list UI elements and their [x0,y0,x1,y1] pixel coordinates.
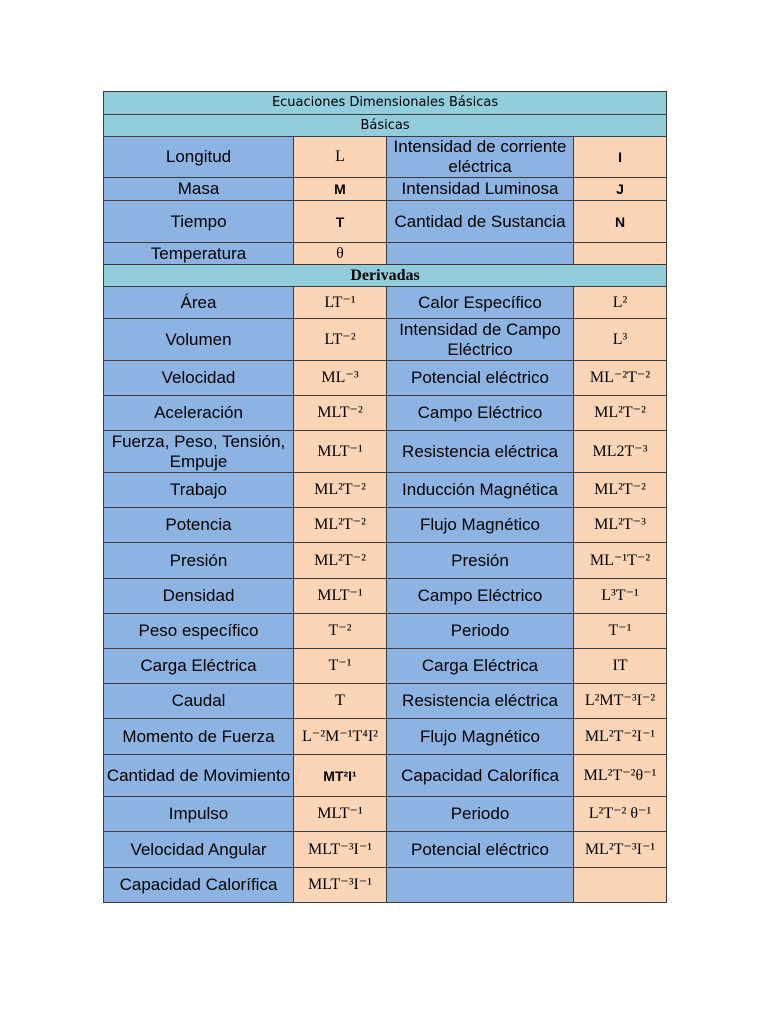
quantity-name [387,868,574,903]
quantity-name: Resistencia eléctrica [387,431,574,473]
table-row [104,396,667,431]
dimension-symbol: MLT⁻² [294,396,387,431]
quantity-name: Volumen [104,319,294,361]
dimension-symbol: T⁻² [294,614,387,649]
dimension-symbol: ML²T⁻³I⁻¹ [574,832,667,868]
dimension-symbol: ML²T⁻²θ⁻¹ [574,755,667,797]
table-row [104,473,667,508]
derived-heading-row [104,265,667,287]
quantity-name: Trabajo [104,473,294,508]
quantity-name [387,243,574,265]
quantity-name: Campo Eléctrico [387,579,574,614]
quantity-name: Cantidad de Sustancia [387,201,574,243]
quantity-name: Aceleración [104,396,294,431]
quantity-name: Impulso [104,797,294,832]
dimension-symbol: ML²T⁻³ [574,508,667,543]
dimension-symbol: MLT⁻³I⁻¹ [294,832,387,868]
quantity-name: Periodo [387,614,574,649]
dimension-symbol: MLT⁻¹ [294,431,387,473]
quantity-name: Inducción Magnética [387,473,574,508]
quantity-name: Tiempo [104,201,294,243]
table-row [104,684,667,719]
table-row [104,178,667,201]
table-row [104,319,667,361]
quantity-name: Calor Específico [387,287,574,319]
quantity-name: Área [104,287,294,319]
dimension-symbol: T [294,684,387,719]
quantity-name: Momento de Fuerza [104,719,294,755]
quantity-name: Flujo Magnético [387,508,574,543]
table-row [104,832,667,868]
dimension-symbol: J [574,178,667,201]
table-row [104,614,667,649]
quantity-name: Fuerza, Peso, Tensión, Empuje [104,431,294,473]
dimension-symbol: L [294,137,387,178]
quantity-name: Carga Eléctrica [387,649,574,684]
table-row [104,287,667,319]
quantity-name: Masa [104,178,294,201]
dimension-symbol: L⁻²M⁻¹T⁴I² [294,719,387,755]
dimension-symbol: MLT⁻¹ [294,579,387,614]
dimension-symbol: ML²T⁻² [574,473,667,508]
quantity-name: Potencial eléctrico [387,832,574,868]
dimension-symbol: I [574,137,667,178]
basic-heading-row [104,115,667,137]
quantity-name: Longitud [104,137,294,178]
quantity-name: Resistencia eléctrica [387,684,574,719]
dimension-symbol: LT⁻¹ [294,287,387,319]
dimension-symbol: ML⁻²T⁻² [574,361,667,396]
dimension-symbol: L³ [574,319,667,361]
table-row [104,243,667,265]
dimension-symbol [574,868,667,903]
quantity-name: Potencia [104,508,294,543]
quantity-name: Intensidad de corriente eléctrica [387,137,574,178]
quantity-name: Carga Eléctrica [104,649,294,684]
quantity-name: Peso específico [104,614,294,649]
quantity-name: Densidad [104,579,294,614]
dimension-symbol: MLT⁻³I⁻¹ [294,868,387,903]
dimension-symbol: N [574,201,667,243]
table-row [104,543,667,579]
quantity-name: Periodo [387,797,574,832]
quantity-name: Velocidad [104,361,294,396]
dimension-symbol: ML2T⁻³ [574,431,667,473]
dimension-symbol: ML⁻¹T⁻² [574,543,667,579]
quantity-name: Cantidad de Movimiento [104,755,294,797]
dimension-symbol: M [294,178,387,201]
quantity-name: Presión [387,543,574,579]
dimension-symbol: L² [574,287,667,319]
quantity-name: Caudal [104,684,294,719]
table-row [104,868,667,903]
dimension-symbol: MT²I¹ [294,755,387,797]
quantity-name: Capacidad Calorífica [104,868,294,903]
dimension-symbol: T⁻¹ [574,614,667,649]
dimension-symbol: T⁻¹ [294,649,387,684]
dimension-symbol: L²T⁻² θ⁻¹ [574,797,667,832]
quantity-name: Flujo Magnético [387,719,574,755]
quantity-name: Presión [104,543,294,579]
dimension-symbol: ML²T⁻² [574,396,667,431]
quantity-name: Intensidad de Campo Eléctrico [387,319,574,361]
table-row [104,649,667,684]
dimension-symbol: ML²T⁻²I⁻¹ [574,719,667,755]
quantity-name: Temperatura [104,243,294,265]
dimension-symbol: ML²T⁻² [294,508,387,543]
title-row [104,92,667,115]
table-row [104,201,667,243]
dimension-symbol: ML²T⁻² [294,543,387,579]
derived-heading: Derivadas [104,265,667,287]
table-row [104,579,667,614]
dimension-symbol: T [294,201,387,243]
dimension-symbol: ML⁻³ [294,361,387,396]
quantity-name: Potencial eléctrico [387,361,574,396]
quantity-name: Intensidad Luminosa [387,178,574,201]
table-body [104,92,667,903]
dimension-symbol: L³T⁻¹ [574,579,667,614]
quantity-name: Campo Eléctrico [387,396,574,431]
dimension-symbol: ML²T⁻² [294,473,387,508]
dimension-symbol: IT [574,649,667,684]
table-row [104,719,667,755]
dimension-symbol: MLT⁻¹ [294,797,387,832]
dimension-symbol: LT⁻² [294,319,387,361]
dimension-symbol [574,243,667,265]
quantity-name: Velocidad Angular [104,832,294,868]
table-row [104,508,667,543]
table-row [104,431,667,473]
dimensional-equations-table [103,91,667,903]
dimension-symbol: L²MT⁻³I⁻² [574,684,667,719]
basic-heading: Básicas [104,115,667,137]
table-row [104,755,667,797]
dimension-symbol: θ [294,243,387,265]
table-title: Ecuaciones Dimensionales Básicas [104,92,667,115]
quantity-name: Capacidad Calorífica [387,755,574,797]
table-row [104,797,667,832]
table-row [104,361,667,396]
table-row [104,137,667,178]
